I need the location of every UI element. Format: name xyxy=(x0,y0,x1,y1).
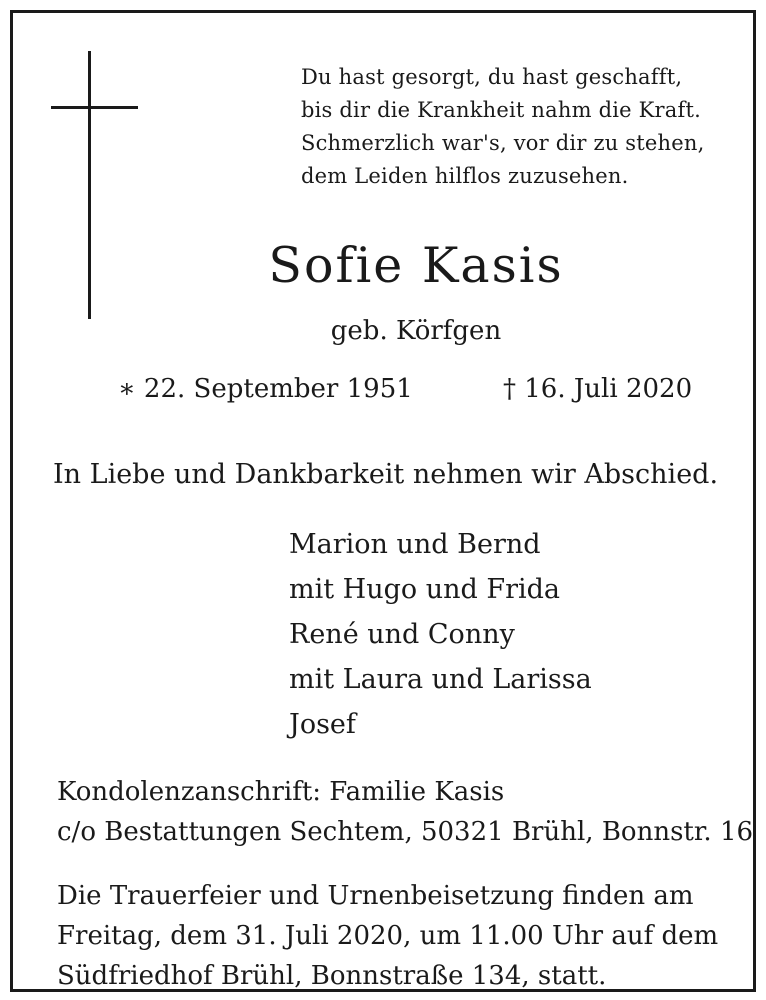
service-line: Die Trauerfeier und Urnenbeisetzung finden am xyxy=(57,881,694,911)
poem-line: dem Leiden hilflos zuzusehen. xyxy=(301,164,629,188)
condolence-line: Kondolenzanschrift: Familie Kasis xyxy=(57,777,505,807)
service-line: Südfriedhof Brühl, Bonnstraße 134, statt. xyxy=(57,961,607,991)
cross-icon-bar xyxy=(51,106,138,109)
poem-line: Du hast gesorgt, du hast geschafft, xyxy=(301,65,683,89)
poem-line: bis dir die Krankheit nahm die Kraft. xyxy=(301,98,701,122)
poem-line: Schmerzlich war's, vor dir zu stehen, xyxy=(301,131,705,155)
condolence-address xyxy=(57,772,753,852)
mourner: Marion und Bernd xyxy=(289,529,541,560)
farewell-text: In Liebe und Dankbarkeit nehmen wir Abschied. xyxy=(53,459,719,490)
notice-border xyxy=(10,10,756,992)
service-line: Freitag, dem 31. Juli 2020, um 11.00 Uhr auf dem xyxy=(57,921,719,951)
poem xyxy=(301,61,741,193)
birth-date: ∗ 22. September 1951 xyxy=(118,374,413,404)
mourner: mit Hugo und Frida xyxy=(289,574,561,605)
death-date: † 16. Juli 2020 xyxy=(503,374,693,404)
service-info xyxy=(57,876,718,996)
mourner: Josef xyxy=(289,709,356,740)
condolence-line: c/o Bestattungen Sechtem, 50321 Brühl, Bonnstr. 16 xyxy=(57,817,754,847)
deceased-name: Sofie Kasis xyxy=(268,237,564,294)
mourner: René und Conny xyxy=(289,619,515,650)
mourners-list xyxy=(289,522,592,747)
mourner: mit Laura und Larissa xyxy=(289,664,592,695)
maiden-name: geb. Körfgen xyxy=(330,316,502,346)
